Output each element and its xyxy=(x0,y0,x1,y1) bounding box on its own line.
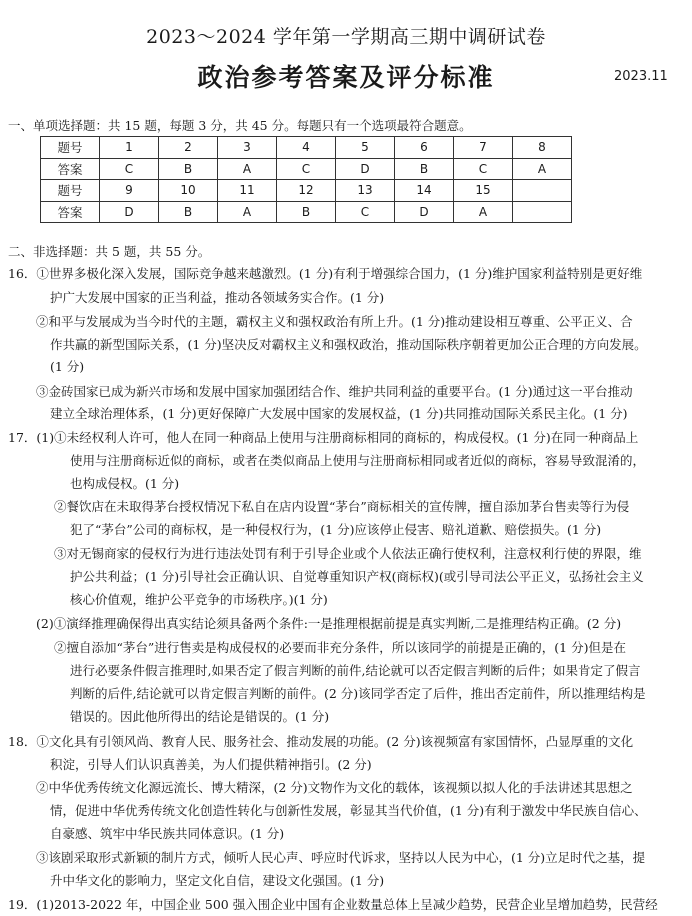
table-cell: 3 xyxy=(218,137,277,159)
answer-line: 也构成侵权。(1 分) xyxy=(70,476,180,491)
table-cell: 6 xyxy=(395,137,454,159)
answer-line: 作共赢的新型国际关系，(1 分)坚决反对霸权主义和强权政治，推动国际秩序朝着更加公正合理的方向发展。 xyxy=(50,337,647,352)
table-cell: 10 xyxy=(159,180,218,202)
table-row-label: 题号 xyxy=(41,137,100,159)
table-cell: A xyxy=(513,158,572,180)
table-cell: C xyxy=(100,158,159,180)
table-cell: A xyxy=(454,201,513,223)
table-cell: D xyxy=(336,158,395,180)
answer-line: ②餐饮店在未取得茅台授权情况下私自在店内设置“茅台”商标相关的宣传牌，擅自添加茅台售卖等行为侵 xyxy=(54,499,630,514)
answer-line: ③金砖国家已成为新兴市场和发展中国家加强团结合作、维护共同利益的重要平台。(1 分)通过这一平台推动 xyxy=(36,384,633,399)
answer-line: 护广大发展中国家的正当利益，推动各领域务实合作。(1 分) xyxy=(50,290,385,305)
answer-line: 护公共利益；(1 分)引导社会正确认识、自觉尊重知识产权(商标权)(或引导司法公平正义，弘扬社会主义 xyxy=(70,569,644,584)
answer-line: ②中华优秀传统文化源远流长、博大精深，(2 分)文物作为文化的载体，该视频以拟人化的手法讲述其思想之 xyxy=(36,780,633,795)
answer-table xyxy=(40,136,572,223)
section2-heading: 二、非选择题：共 5 题，共 55 分。 xyxy=(8,244,211,259)
table-cell: B xyxy=(159,158,218,180)
answer-line: 16．①世界多极化深入发展，国际竞争越来越激烈。(1 分)有利于增强综合国力，(1 分)维护国家利益特别是更好维 xyxy=(8,266,643,281)
answer-line: 升中华文化的影响力，坚定文化自信，建设文化强国。(1 分) xyxy=(50,873,385,888)
answer-line: ②擅自添加“茅台”进行售卖是构成侵权的必要而非充分条件，所以该同学的前提是正确的，(1 分)但是在 xyxy=(54,640,626,655)
table-cell: 15 xyxy=(454,180,513,202)
table-cell: D xyxy=(395,201,454,223)
exam-title: 2023～2024 学年第一学期高三期中调研试卷 xyxy=(146,26,546,48)
table-cell xyxy=(513,201,572,223)
table-row-label: 题号 xyxy=(41,180,100,202)
table-cell: B xyxy=(277,201,336,223)
answer-line: 积淀，引导人们认识真善美，为人们提供精神指引。(2 分) xyxy=(50,757,372,772)
answer-line: ③该剧采取形式新颖的制片方式，倾听人民心声、呼应时代诉求，坚持以人民为中心，(1 分)立足时代之基，提 xyxy=(36,850,646,865)
answer-line: 判断的后件,结论就可以肯定假言判断的前件。(2 分)该同学否定了后件，推出否定前件，所以推理结构是 xyxy=(70,686,646,701)
answer-line: (1 分) xyxy=(50,359,85,374)
table-cell: 1 xyxy=(100,137,159,159)
table-cell: 11 xyxy=(218,180,277,202)
answer-line: ③对无锡商家的侵权行为进行违法处罚有利于引导企业或个人依法正确行使权利，注意权利行使的界限，维 xyxy=(54,546,642,561)
answer-line: 进行必要条件假言推理时,如果否定了假言判断的前件,结论就可以否定假言判断的后件；如果肯定了假言 xyxy=(70,663,641,678)
table-cell: 5 xyxy=(336,137,395,159)
section1-heading: 一、单项选择题：共 15 题，每题 3 分，共 45 分。每题只有一个选项最符合题意。 xyxy=(8,118,472,133)
table-cell: C xyxy=(454,158,513,180)
answer-key-title: 政治参考答案及评分标准 xyxy=(197,63,495,92)
table-cell: 9 xyxy=(100,180,159,202)
answer-line: ②和平与发展成为当今时代的主题，霸权主义和强权政治有所上升。(1 分)推动建设相互尊重、公平正义、合 xyxy=(36,314,633,329)
table-cell: 7 xyxy=(454,137,513,159)
answer-line: 自豪感、筑牢中华民族共同体意识。(1 分) xyxy=(50,826,285,841)
answer-line: 犯了“茅台”公司的商标权，是一种侵权行为，(1 分)应该停止侵害、赔礼道歉、赔偿损失。(1 分) xyxy=(70,522,602,537)
answer-line: (2)①演绎推理确保得出真实结论须具备两个条件:一是推理根据前提是真实判断,二是推理结构正确。(2 分) xyxy=(36,616,622,631)
table-row xyxy=(41,158,572,180)
answer-line: 使用与注册商标近似的商标，或者在类似商品上使用与注册商标相同或者近似的商标，容易导致混淆的， xyxy=(70,453,646,468)
table-cell: 4 xyxy=(277,137,336,159)
answer-line: 错误的。因此他所得出的结论是错误的。(1 分) xyxy=(70,709,330,724)
table-cell: 12 xyxy=(277,180,336,202)
table-cell: 2 xyxy=(159,137,218,159)
table-row xyxy=(41,137,572,159)
answer-line: 18．①文化具有引领风尚、教育人民、服务社会、推动发展的功能。(2 分)该视频富有家国情怀，凸显厚重的文化 xyxy=(8,734,634,749)
answer-line: 17．(1)①未经权利人许可，他人在同一种商品上使用与注册商标相同的商标的，构成侵权。(1 分)在同一种商品上 xyxy=(8,430,639,445)
table-row-label: 答案 xyxy=(41,201,100,223)
table-row xyxy=(41,201,572,223)
table-cell: D xyxy=(100,201,159,223)
table-cell: C xyxy=(277,158,336,180)
table-cell: B xyxy=(159,201,218,223)
table-cell: C xyxy=(336,201,395,223)
answer-line: 建立全球治理体系，(1 分)更好保障广大发展中国家的发展权益，(1 分)共同推动国际关系民主化。(1 分) xyxy=(50,406,628,421)
table-row-label: 答案 xyxy=(41,158,100,180)
table-cell: 14 xyxy=(395,180,454,202)
answer-line: 19．(1)2013-2022 年，中国企业 500 强入围企业中国有企业数量总体上呈减少趋势，民营企业呈增加趋势，民营经 xyxy=(8,897,658,912)
answer-line: 情，促进中华优秀传统文化创造性转化与创新性发展，彰显其当代价值，(1 分)有利于激发中华民族自信心、 xyxy=(50,803,647,818)
table-cell xyxy=(513,180,572,202)
table-cell: 8 xyxy=(513,137,572,159)
table-cell: B xyxy=(395,158,454,180)
table-row xyxy=(41,180,572,202)
exam-date: 2023.11 xyxy=(614,69,668,84)
answer-line: 核心价值观，维护公平竞争的市场秩序。)(1 分) xyxy=(70,592,328,607)
table-cell: A xyxy=(218,158,277,180)
table-cell: 13 xyxy=(336,180,395,202)
table-cell: A xyxy=(218,201,277,223)
